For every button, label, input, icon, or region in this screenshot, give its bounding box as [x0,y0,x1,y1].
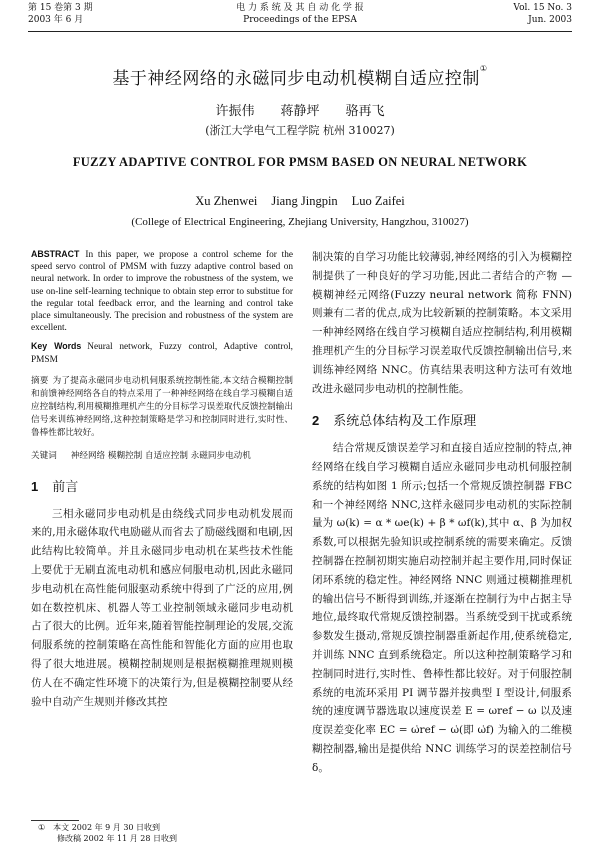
header-date-cn: 2003 年 6 月 [28,15,84,25]
title-cn-text: 基于神经网络的永磁同步电动机模糊自适应控制 [112,69,480,89]
keywords-en-label: Key Words [31,341,82,352]
header-journal-en: Proceedings of the EPSA [243,15,357,25]
section-2-heading [312,412,572,432]
abstract-en [31,248,293,334]
footnote-rule [31,820,79,821]
title-en: FUZZY ADAPTIVE CONTROL FOR PMSM BASED ON NEURAL NETWORK [72,155,528,169]
title-footnote-mark: ① [479,64,488,73]
keywords-en-text: Neural network, Fuzzy control, Adaptive control, PMSM [31,342,293,365]
footnote-received: 本文 2002 年 9 月 30 日收到 [53,823,161,832]
right-column [312,248,572,778]
author-cn-1: 许振伟 [215,104,255,119]
footnote [38,822,177,844]
section-1-continuation: 制决策的自学习功能比较薄弱,神经网络的引入为模糊控制提供了一种良好的学习功能,因此二者结合的产物 — 模糊神经元网络(Fuzzy neural network 简称 FNN)则兼有二者的优点,成为比较新颖的控制策略。本文采用一种神经网络在线自学习模糊自适应控制结构,利用模糊推理机产生的分目标学习误差取代反馈控制输出信号,来训练神经网络 NNC。仿真结果表明这种方法可有效地改进永磁同步电动机的控制性能。 [312,251,572,395]
keywords-cn [31,444,293,468]
keywords-cn-text: 神经网络 模糊控制 自适应控制 永磁同步电动机 [70,450,251,461]
keywords-en [31,340,293,365]
left-column [31,248,293,711]
header-center [28,2,572,26]
abstract-cn [31,375,293,440]
authors-en [0,194,600,209]
author-en-2: Jiang Jingpin [271,194,338,208]
section-1-number: 1 [31,478,39,494]
section-1-title: 前言 [52,479,79,495]
header-volume-en: Vol. 15 No. 3 [513,3,572,13]
running-header [28,2,572,28]
header-volume-cn: 第 15 卷第 3 期 [28,3,93,13]
header-rule [28,31,572,32]
authors-cn [0,100,600,119]
abstract-en-text: In this paper, we propose a control scheme for the speed servo control of PMSM with fuzzy adaptive control based on neural network. In order to improve the robustness of the system, we use on-line self-learning technique to obtain step error to substitue for the regular total feedback error, and the learning and control take place simultaneously. The precision and robustness of the system are excellent. [31,250,293,334]
title-cn [0,64,600,89]
section-2-number: 2 [312,413,320,429]
header-journal-cn: 电 力 系 统 及 其 自 动 化 学 报 [236,3,364,13]
footnote-mark: ① [38,823,46,832]
header-right [513,2,572,26]
author-cn-3: 骆再飞 [345,104,385,119]
affiliation-en: (College of Electrical Engineering, Zhejiang University, Hangzhou, 310027) [131,216,469,228]
section-2-title: 系统总体结构及工作原理 [333,414,477,430]
header-date-en: Jun. 2003 [528,15,572,25]
abstract-en-label: ABSTRACT [31,249,80,259]
abstract-cn-text: 为了提高永磁同步电动机伺服系统控制性能,本文结合模糊控制和前馈神经网络各自的特点采用了一种神经网络在线自学习模糊自适应控制结构,利用模糊推理机产生的分目标学习误差取代反馈控制输出信号来训练神经网络,这种控制策略是学习和控制同时进行,实时性、鲁棒性都比较好。 [31,375,293,438]
footnote-revised: 修改稿 2002 年 11 月 28 日收到 [57,834,177,843]
abstract-cn-label: 摘要 [31,375,49,386]
affiliation-cn: (浙江大学电气工程学院 杭州 310027) [205,124,395,137]
section-2-paragraph: 结合常规反馈误差学习和直接自适应控制的特点,神经网络在线自学习模糊自适应永磁同步电动机伺服控制系统的结构如图 1 所示;包括一个常规反馈控制器 FBC 和一个神经网络 NNC,这样永磁同步电动机的实际控制量为 ω(k) = α * ωe(k) + β * ωf(k),其中 α、β 为加权系数,可以根据先验知识或控制系统的需要来确定。反馈控制器在控制初期实施启动控制并起主要作用,同时保证闭环系统的稳定性。神经网络 NNC 则通过模糊推理机的输出信号不断得到训练,并逐渐在控制行为中占据主导地位,最终取代常规反馈控制器。当系统受到干扰或系统参数发生摄动,常规反馈控制器重新起作用,使系统稳定,并训练 NNC 直到系统稳定。所以这种控制策略学习和控制同时进行,实时性、鲁棒性都比较好。对于伺服控制系统的电流环采用 PI 调节器并按典型 I 型设计,伺服系统的速度调节器选取以速度误差 E = ωref − ω 以及速度误差变化率 EC = ω̇ref − ω̇(即 ω̇f) 为输入的二维模糊控制器,输出是提供给 NNC 训练学习的误差控制信号 δ。 [312,442,572,774]
author-en-1: Xu Zhenwei [195,194,258,208]
author-cn-2: 蒋静坪 [280,104,320,119]
section-1-heading [31,478,293,498]
author-en-3: Luo Zaifei [351,194,405,208]
keywords-cn-label: 关键词 [31,450,57,461]
section-1-paragraph: 三相永磁同步电动机是由绕线式同步电动机发展而来的,用永磁体取代电励磁从而省去了励磁线圈和电刷,因此结构比较简单。并且永磁同步电动机在某些技术性能上要优于无刷直流电动机和感应伺服电动机,因此永磁同步电动机在高性能伺服驱动系统中得到了广泛的应用,例如在数控机床、机器人等工业控制领域永磁同步电动机占了很大的比例。近年来,随着智能控制理论的发展,交流伺服系统的控制策略在高性能和智能化方面的应用也取得了很大地进展。模糊控制规则是根据模糊推理规则模仿人在不确定性环境下的决策行为,但是模糊控制要从经验中自动产生规则并修改其控 [31,507,293,708]
